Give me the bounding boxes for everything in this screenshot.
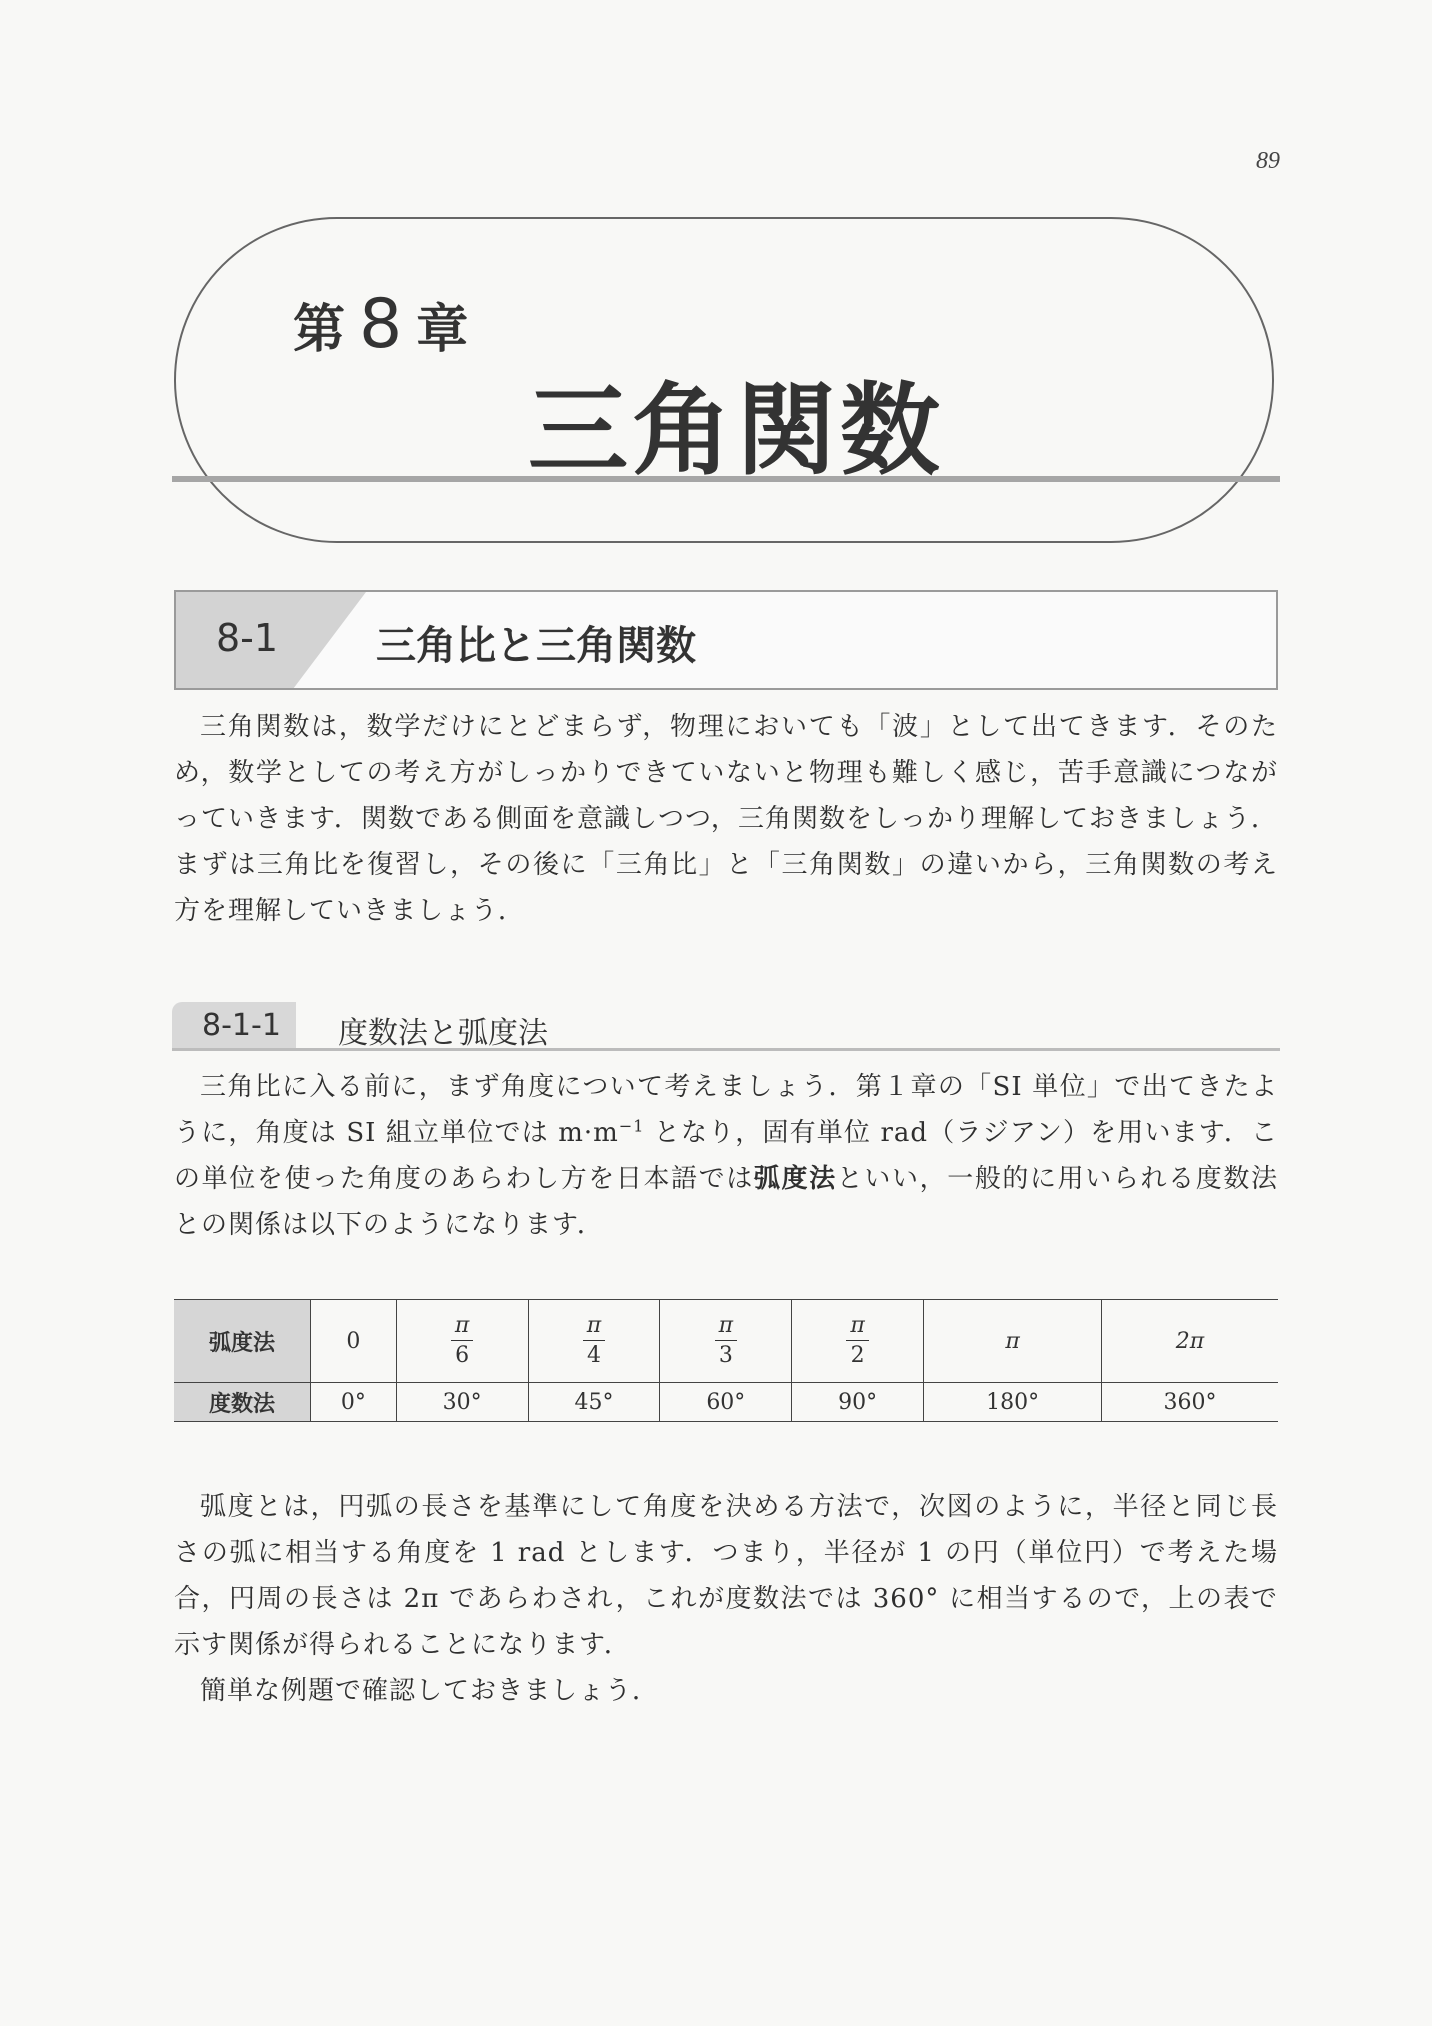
degree-cell: 90° — [792, 1383, 924, 1422]
section-number: 8-1 — [216, 616, 279, 660]
superscript-minus-one: −1 — [618, 1116, 645, 1136]
subsection-number: 8-1-1 — [202, 1008, 281, 1043]
radian-pi-over-4: $\frac{\pi}{4}$ — [528, 1300, 660, 1383]
subsection-header — [172, 1002, 1280, 1051]
chapter-title: 三角関数 — [528, 372, 944, 489]
para2-part3: といい，一般的に用いられる度数法との関係は以下のようになります． — [174, 1164, 1278, 1240]
radian-definition-paragraph: 弧度とは，円弧の長さを基準にして角度を決める方法で，次図のように，半径と同じ長さの弧に相当する角度を 1 rad とします．つまり，半径が 1 の円（単位円）で考えた場合，円周の長さは 2π であらわされ，これが度数法では 360° に相当するので，上の表で示す関係が得られることになります． — [174, 1492, 1278, 1660]
angle-intro-paragraph — [174, 1064, 1278, 1248]
radian-pi-over-3: $\frac{\pi}{3}$ — [660, 1300, 792, 1383]
radian-pi: π — [924, 1300, 1102, 1383]
table-row-degrees — [174, 1383, 1278, 1422]
degree-cell: 180° — [924, 1383, 1102, 1422]
degree-cell: 0° — [311, 1383, 397, 1422]
chapter-number: 8 — [359, 285, 407, 364]
row-header-radians: 弧度法 — [174, 1300, 311, 1383]
page-number: 89 — [1256, 148, 1280, 174]
subsection-title: 度数法と弧度法 — [338, 1016, 548, 1051]
chapter-suffix: 章 — [416, 300, 473, 360]
intro-paragraph: 三角関数は，数学だけにとどまらず，物理においても「波」として出てきます．そのため，数学としての考え方がしっかりできていないと物理も難しく感じ，苦手意識につながっていきます．関数である側面を意識しつつ，三角関数をしっかり理解しておきましょう．まずは三角比を復習し，その後に「三角比」と「三角関数」の違いから，三角関数の考え方を理解していきましょう． — [174, 712, 1278, 926]
degree-cell: 360° — [1102, 1383, 1278, 1422]
chapter-prefix: 第 — [293, 300, 350, 360]
para2-part1: 三角比に入る前に，まず角度について考えましょう．第１章の「SI 単位」で出てきたように，角度は SI 組立単位では m·m — [174, 1072, 1278, 1148]
chapter-label — [293, 285, 472, 364]
term-radian-method: 弧度法 — [753, 1164, 837, 1194]
section-header — [174, 590, 1278, 690]
angle-conversion-table — [174, 1299, 1278, 1422]
radian-two-pi: 2π — [1102, 1300, 1278, 1383]
radian-pi-over-2: $\frac{\pi}{2}$ — [792, 1300, 924, 1383]
degree-cell: 60° — [660, 1383, 792, 1422]
radian-pi-over-6: $\frac{\pi}{6}$ — [396, 1300, 528, 1383]
table-row-radians — [174, 1300, 1278, 1383]
row-header-degrees: 度数法 — [174, 1383, 311, 1422]
example-lead-paragraph: 簡単な例題で確認しておきましょう． — [200, 1676, 660, 1706]
section-title: 三角比と三角関数 — [376, 623, 696, 669]
degree-cell: 30° — [396, 1383, 528, 1422]
degree-cell: 45° — [528, 1383, 660, 1422]
radian-zero: 0 — [311, 1300, 397, 1383]
para2-part2: となり，固有単位 rad（ラジアン）を用います．この単位を使った角度のあらわし方を日本語では — [174, 1118, 1279, 1194]
